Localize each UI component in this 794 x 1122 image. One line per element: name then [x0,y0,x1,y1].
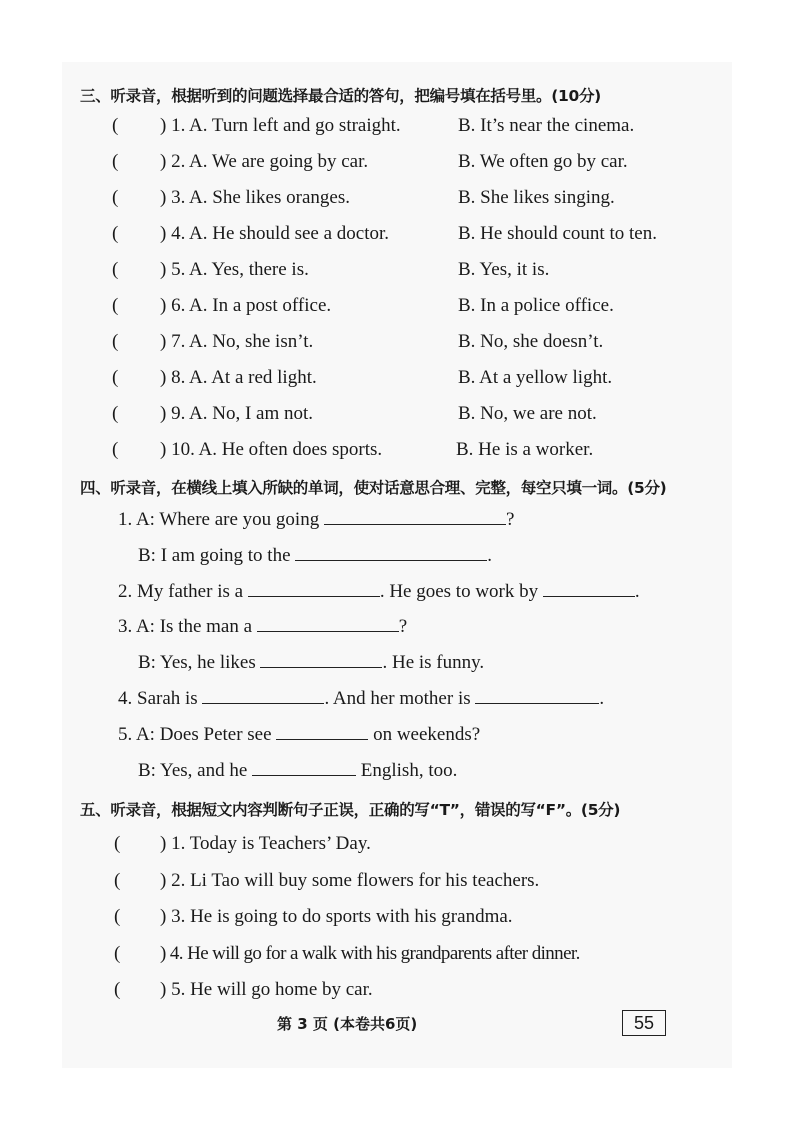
answer-blank[interactable] [257,615,399,632]
section3-title: 三、听录音，根据听到的问题选择最合适的答句，把编号填在括号里。(10分) [80,87,601,105]
answer-blank[interactable] [202,687,324,704]
question-option-a: ) 8. A. At a red light. [160,367,317,388]
fill-question-1a: 1. A: Where are you going ? [118,509,515,530]
tf-answer-paren-open[interactable]: ( [114,906,121,927]
fill-question-3a: 3. A: Is the man a ? [118,616,408,637]
question-option-a: ) 5. A. Yes, there is. [160,259,309,280]
section4-title: 四、听录音，在横线上填入所缺的单词，使对话意思合理、完整，每空只填一词。(5分) [80,479,667,497]
answer-paren-open[interactable]: ( [112,295,119,316]
tf-statement: ) 5. He will go home by car. [160,979,373,1000]
answer-blank[interactable] [260,651,382,668]
question-option-b: B. In a police office. [458,295,614,316]
answer-blank[interactable] [324,508,506,525]
tf-answer-paren-open[interactable]: ( [114,979,121,1000]
question-option-a: ) 6. A. In a post office. [160,295,332,316]
question-option-a: ) 3. A. She likes oranges. [160,187,350,208]
page-footer-text: 第 3 页 (本卷共6页) [277,1015,418,1033]
question-option-b: B. He is a worker. [456,439,594,460]
fill-question-1b: B: I am going to the . [138,545,493,566]
section5-title: 五、听录音，根据短文内容判断句子正误，正确的写“T”，错误的写“F”。(5分) [80,801,621,819]
answer-paren-open[interactable]: ( [112,403,119,424]
answer-blank[interactable] [276,723,368,740]
question-option-b: B. It’s near the cinema. [458,115,635,136]
answer-blank[interactable] [543,580,635,597]
tf-statement: ) 4. He will go for a walk with his grandparents after dinner. [160,943,580,964]
answer-blank[interactable] [252,759,356,776]
fill-question-3b: B: Yes, he likes . He is funny. [138,652,485,673]
answer-paren-open[interactable]: ( [112,331,119,352]
question-option-a: ) 10. A. He often does sports. [160,439,383,460]
question-option-a: ) 4. A. He should see a doctor. [160,223,390,244]
answer-paren-open[interactable]: ( [112,367,119,388]
question-option-b: B. No, we are not. [458,403,597,424]
question-option-b: B. She likes singing. [458,187,615,208]
question-option-b: B. He should count to ten. [458,223,657,244]
tf-answer-paren-open[interactable]: ( [114,943,121,964]
tf-statement: ) 2. Li Tao will buy some flowers for his teachers. [160,870,540,891]
question-option-a: ) 2. A. We are going by car. [160,151,369,172]
question-option-a: ) 9. A. No, I am not. [160,403,314,424]
fill-question-5a: 5. A: Does Peter see on weekends? [118,724,481,745]
question-option-b: B. At a yellow light. [458,367,613,388]
page-number-box: 55 [622,1010,666,1036]
answer-paren-open[interactable]: ( [112,223,119,244]
question-option-b: B. Yes, it is. [458,259,550,280]
answer-blank[interactable] [248,580,380,597]
fill-question-2: 2. My father is a . He goes to work by . [118,581,640,602]
fill-question-5b: B: Yes, and he English, too. [138,760,458,781]
answer-blank[interactable] [475,687,599,704]
question-option-a: ) 1. A. Turn left and go straight. [160,115,401,136]
tf-statement: ) 3. He is going to do sports with his grandma. [160,906,513,927]
question-option-a: ) 7. A. No, she isn’t. [160,331,314,352]
fill-question-4: 4. Sarah is . And her mother is . [118,688,605,709]
answer-paren-open[interactable]: ( [112,439,119,460]
tf-statement: ) 1. Today is Teachers’ Day. [160,833,371,854]
tf-answer-paren-open[interactable]: ( [114,870,121,891]
question-option-b: B. We often go by car. [458,151,628,172]
answer-paren-open[interactable]: ( [112,115,119,136]
answer-paren-open[interactable]: ( [112,151,119,172]
answer-blank[interactable] [295,544,487,561]
answer-paren-open[interactable]: ( [112,187,119,208]
answer-paren-open[interactable]: ( [112,259,119,280]
question-option-b: B. No, she doesn’t. [458,331,604,352]
tf-answer-paren-open[interactable]: ( [114,833,121,854]
